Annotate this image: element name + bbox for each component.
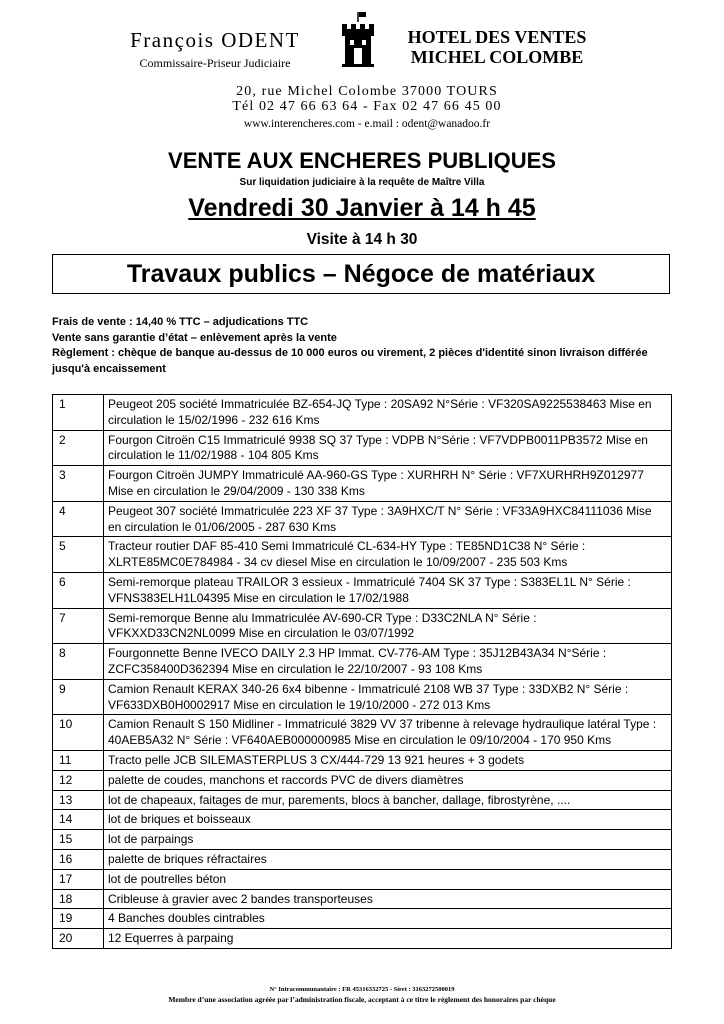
- table-row: [53, 790, 672, 810]
- page-title: VENTE AUX ENCHERES PUBLIQUES: [168, 148, 556, 173]
- lot-number: 5: [53, 537, 104, 573]
- table-row: [53, 679, 672, 715]
- castle-tower-logo-icon: [334, 10, 382, 68]
- table-row: [53, 810, 672, 830]
- lot-description: Camion Renault S 150 Midliner - Immatriculé 3829 VV 37 tribenne à relevage hydraulique latéral Type : 40AEB5A32 N° Série : VF640AEB000000985 Mise en circulation le 09/10/2004 - 170 950 Kms: [104, 715, 672, 751]
- table-row: [53, 466, 672, 502]
- table-row: [53, 608, 672, 644]
- lot-description: lot de poutrelles béton: [104, 869, 672, 889]
- table-row: [53, 909, 672, 929]
- table-row: [53, 929, 672, 949]
- auction-house-line2: MICHEL COLOMBE: [410, 47, 584, 67]
- table-row: [53, 869, 672, 889]
- auctioneer-name: François ODENT: [130, 28, 300, 52]
- lot-number: 7: [53, 608, 104, 644]
- sale-date: [0, 193, 724, 223]
- footer-vat-siret: N° Intracommunautaire : FR 45316332725 - Siret : 3163272500019: [269, 986, 455, 993]
- table-row: [53, 830, 672, 850]
- lot-number: 10: [53, 715, 104, 751]
- lot-description: Fourgon Citroën JUMPY Immatriculé AA-960-GS Type : XURHRH N° Série : VF7XURHRH9Z012977 Mise en circulation le 29/04/2009 - 130 338 Kms: [104, 466, 672, 502]
- lot-number: 9: [53, 679, 104, 715]
- lots-table: [52, 394, 672, 949]
- lot-description: Semi-remorque Benne alu Immatriculée AV-690-CR Type : D33C2NLA N° Série : VFKXXD33CN2NL0099 Mise en circulation le 03/07/1992: [104, 608, 672, 644]
- lot-number: 14: [53, 810, 104, 830]
- table-row: [53, 889, 672, 909]
- lot-description: Cribleuse à gravier avec 2 bandes transporteuses: [104, 889, 672, 909]
- lot-number: 11: [53, 750, 104, 770]
- lot-description: lot de chapeaux, faitages de mur, parements, blocs à bancher, dallage, fibrostyrène, ....: [104, 790, 672, 810]
- lot-number: 6: [53, 572, 104, 608]
- auctioneer-block: [108, 28, 322, 71]
- address-block: [200, 84, 534, 132]
- footer-association-note: Membre d’une association agréée par l’administration fiscale, acceptant à ce titre le règlement des honoraires par chèque: [168, 995, 556, 1004]
- lot-description: palette de coudes, manchons et raccords PVC de divers diamètres: [104, 770, 672, 790]
- lot-number: 17: [53, 869, 104, 889]
- table-row: [53, 849, 672, 869]
- auction-house-line1: HOTEL DES VENTES: [407, 27, 587, 47]
- auctioneer-title: Commissaire-Priseur Judiciaire: [139, 56, 291, 70]
- lot-number: 8: [53, 644, 104, 680]
- lot-description: palette de briques réfractaires: [104, 849, 672, 869]
- lot-number: 4: [53, 501, 104, 537]
- lot-description: Semi-remorque plateau TRAILOR 3 essieux - Immatriculé 7404 SK 37 Type : S383EL1L N° Série : VFNS383ELH1L04395 Mise en circulation le 17/02/1988: [104, 572, 672, 608]
- web-email: www.interencheres.com - e.mail : odent@wanadoo.fr: [243, 118, 491, 130]
- lot-number: 13: [53, 790, 104, 810]
- lot-description: Peugeot 307 société Immatriculée 223 XF 37 Type : 3A9HXC/T N° Série : VF33A9HXC84111036 Mise en circulation le 01/06/2005 - 287 630 Kms: [104, 501, 672, 537]
- lot-description: Peugeot 205 société Immatriculée BZ-654-JQ Type : 20SA92 N°Série : VF320SA9225538463 Mise en circulation le 15/02/1996 - 232 616 Kms: [104, 395, 672, 431]
- lot-description: Fourgonnette Benne IVECO DAILY 2.3 HP Immat. CV-776-AM Type : 35J12B43A34 N°Série : ZCFC358400D362394 Mise en circulation le 22/10/2007 - 93 108 Kms: [104, 644, 672, 680]
- lots-table-body: [53, 395, 672, 949]
- lot-description: Fourgon Citroën C15 Immatriculé 9938 SQ 37 Type : VDPB N°Série : VF7VDPB0011PB3572 Mise en circulation le 11/02/1988 - 104 805 Kms: [104, 430, 672, 466]
- lot-number: 2: [53, 430, 104, 466]
- lot-description: 12 Equerres à parpaing: [104, 929, 672, 949]
- lot-number: 3: [53, 466, 104, 502]
- table-row: [53, 501, 672, 537]
- condition-fees: Frais de vente : 14,40 % TTC – adjudications TTC: [52, 316, 309, 328]
- table-row: [53, 395, 672, 431]
- table-row: [53, 750, 672, 770]
- lot-number: 18: [53, 889, 104, 909]
- sale-conditions: [52, 315, 682, 377]
- lot-number: 12: [53, 770, 104, 790]
- lot-number: 16: [53, 849, 104, 869]
- page-subtitle: Sur liquidation judiciaire à la requête de Maître Villa: [239, 177, 485, 188]
- table-row: [53, 770, 672, 790]
- lot-number: 1: [53, 395, 104, 431]
- sale-category-title: Travaux publics – Négoce de matériaux: [52, 254, 670, 294]
- table-row: [53, 644, 672, 680]
- table-row: [53, 572, 672, 608]
- visit-time: Visite à 14 h 30: [306, 231, 418, 248]
- lot-description: 4 Banches doubles cintrables: [104, 909, 672, 929]
- condition-payment: Règlement : chèque de banque au-dessus de 10 000 euros ou virement, 2 pièces d'identité sinon livraison différée jusqu'à encaissement: [52, 347, 648, 375]
- table-row: [53, 715, 672, 751]
- lot-description: lot de briques et boisseaux: [104, 810, 672, 830]
- lot-number: 19: [53, 909, 104, 929]
- auction-house-block: [392, 27, 602, 67]
- lot-description: Tracto pelle JCB SILEMASTERPLUS 3 CX/444-729 13 921 heures + 3 godets: [104, 750, 672, 770]
- lot-number: 20: [53, 929, 104, 949]
- lot-description: lot de parpaings: [104, 830, 672, 850]
- lot-description: Tracteur routier DAF 85-410 Semi Immatriculé CL-634-HY Type : TE85ND1C38 N° Série : XLRTE85MC0E784984 - 34 cv diesel Mise en circulation le 10/09/2007 - 235 503 Kms: [104, 537, 672, 573]
- sale-date-text: Vendredi 30 Janvier à 14 h 45: [188, 194, 536, 222]
- table-row: [53, 537, 672, 573]
- lot-description: Camion Renault KERAX 340-26 6x4 bibenne - Immatriculé 2108 WB 37 Type : 33DXB2 N° Série : VF633DXB0H0002917 Mise en circulation le 19/10/2000 - 272 013 Kms: [104, 679, 672, 715]
- phone-fax: Tél 02 47 66 63 64 - Fax 02 47 66 45 00: [232, 99, 502, 114]
- street-address: 20, rue Michel Colombe 37000 TOURS: [236, 84, 498, 99]
- condition-guarantee: Vente sans garantie d’état – enlèvement après la vente: [52, 331, 337, 344]
- table-row: [53, 430, 672, 466]
- lot-number: 15: [53, 830, 104, 850]
